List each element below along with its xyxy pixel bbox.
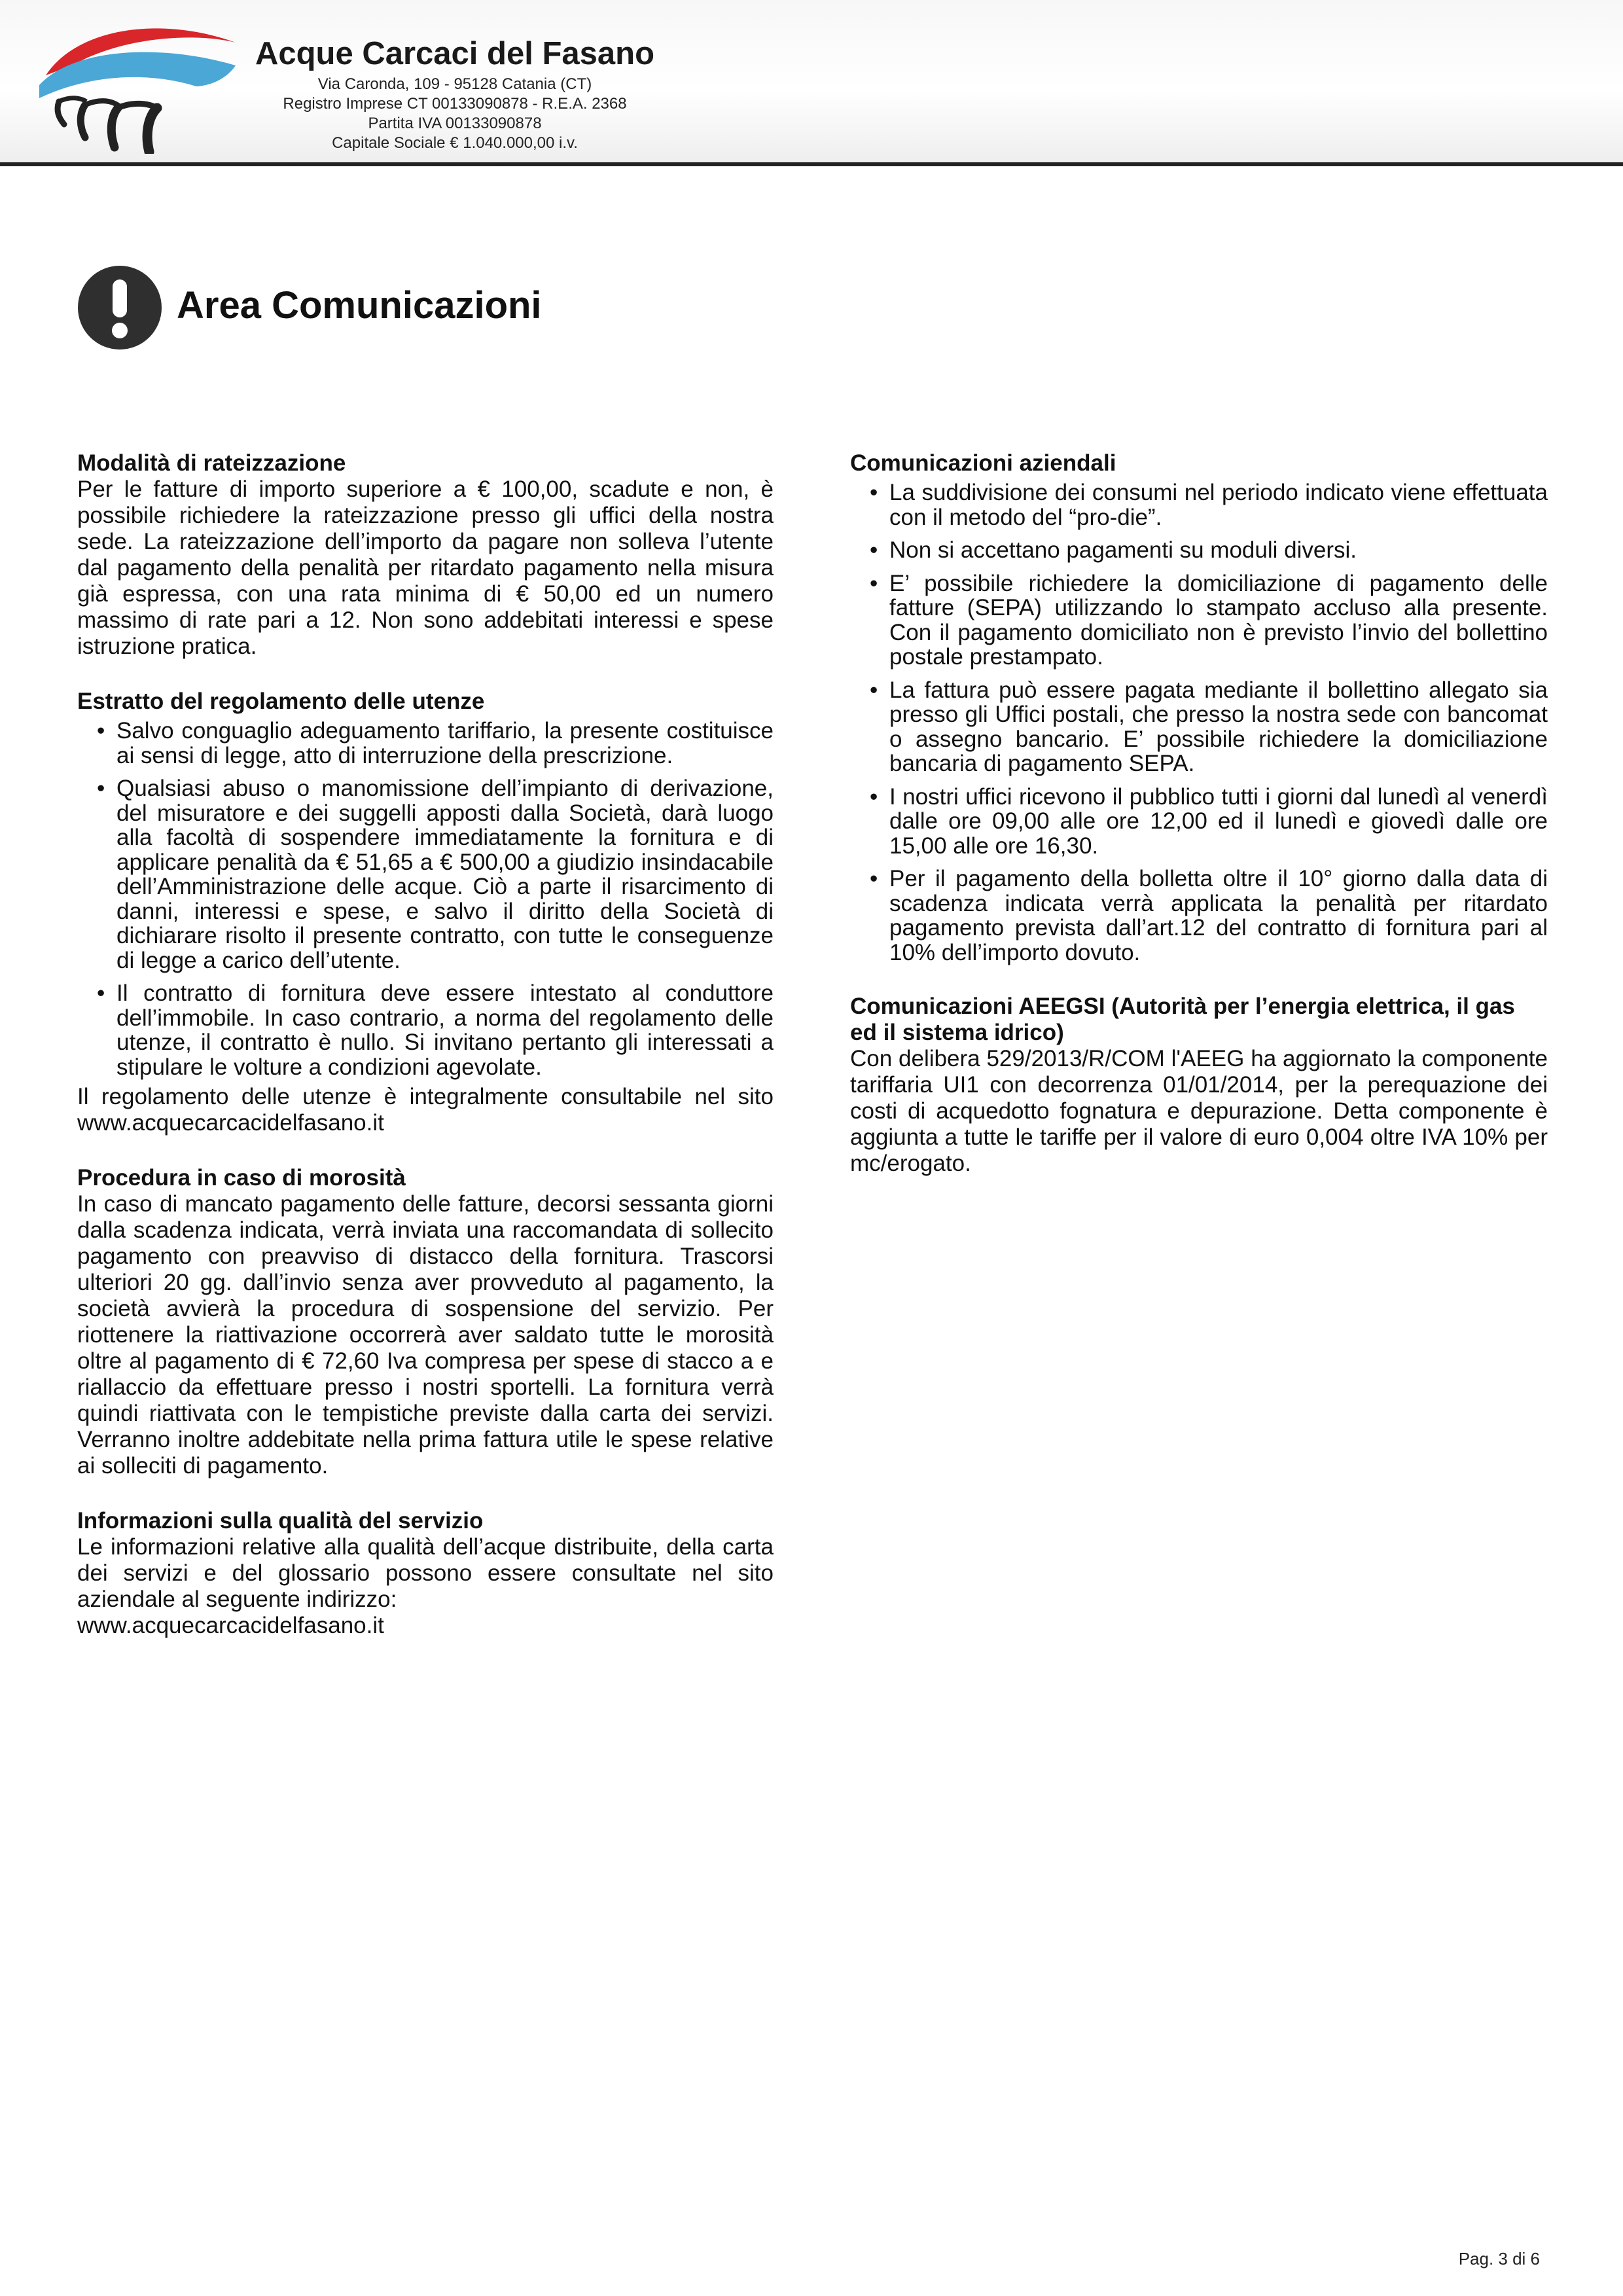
header-divider bbox=[0, 162, 1623, 166]
section-aziendali bbox=[850, 450, 1548, 965]
section-title: Estratto del regolamento delle utenze bbox=[77, 689, 485, 714]
list-item: • La suddivisione dei consumi nel periodo indicato viene effettuata con il metodo del “pro-die”. bbox=[870, 480, 1548, 530]
list-item: • E’ possibile richiedere la domiciliazione di pagamento delle fatture (SEPA) utilizzando lo stampato accluso alla presente. Con il pagamento domiciliato non è previsto l’invio del bollettino postale prestampato. bbox=[870, 570, 1548, 670]
right-column bbox=[850, 450, 1548, 1206]
page-number: Pag. 3 di 6 bbox=[1458, 2249, 1540, 2269]
regolamento-list bbox=[77, 719, 774, 1079]
aziendali-list bbox=[850, 480, 1548, 965]
bullet-icon: • bbox=[870, 783, 878, 810]
section-title: Informazioni sulla qualità del servizio bbox=[77, 1508, 484, 1534]
company-capital: Capitale Sociale € 1.040.000,00 i.v. bbox=[332, 134, 578, 152]
company-logo bbox=[33, 13, 255, 154]
company-name: Acque Carcaci del Fasano bbox=[255, 36, 654, 71]
list-item: • Salvo conguaglio adeguamento tariffario, la presente costituisce ai sensi di legge, atto di interruzione della prescrizione. bbox=[97, 718, 774, 768]
bullet-icon: • bbox=[97, 718, 105, 744]
list-item: • Per il pagamento della bolletta oltre il 10° giorno dalla data di scadenza indicata verrà applicata la penalità per ritardato pagamento prevista dall’art.12 del contratto di fornitura pari al 10% dell’importo dovuto. bbox=[870, 866, 1548, 965]
page-title: Area Comunicazioni bbox=[177, 284, 542, 327]
section-aeegsi bbox=[850, 994, 1548, 1177]
section-regolamento bbox=[77, 689, 774, 1136]
bullet-icon: • bbox=[870, 570, 878, 596]
section-title: Modalità di rateizzazione bbox=[77, 450, 346, 476]
company-vat: Partita IVA 00133090878 bbox=[368, 115, 542, 132]
bullet-icon: • bbox=[870, 480, 878, 505]
website-link[interactable]: www.acquecarcacidelfasano.it bbox=[77, 1613, 384, 1638]
list-item: • Non si accettano pagamenti su moduli diversi. bbox=[870, 537, 1357, 563]
section-text: Le informazioni relative alla qualità dell’acque distribuite, della carta dei servizi e del glossario possono essere consultate nel sito aziendale al seguente indirizzo: bbox=[77, 1534, 774, 1612]
left-column bbox=[77, 450, 774, 1668]
list-item: • Qualsiasi abuso o manomissione dell’impianto di derivazione, del misuratore e dei suggelli apposti dalla Società, darà luogo alla facoltà di sospendere immediatamente la fornitura e di applicare penalità da € 51,65 a € 500,00 a giudizio insindacabile dell’Amministrazione delle acque. Ciò a parte il risarcimento di danni, interessi e spese, e salvo il diritto della Società di dichiarare risolto il presente contratto, con tutte le conseguenze di legge a carico dell’utente. bbox=[97, 776, 774, 973]
company-address: Via Caronda, 109 - 95128 Catania (CT) bbox=[317, 75, 592, 93]
regolamento-footer: Il regolamento delle utenze è integralmente consultabile nel sito www.acquecarcacidelfasano.it bbox=[77, 1084, 774, 1136]
bullet-icon: • bbox=[97, 980, 105, 1006]
list-item: • Il contratto di fornitura deve essere intestato al conduttore dell’immobile. In caso contrario, a norma del regolamento delle utenze, il contratto è nullo. Si invitano pertanto gli interessati a stipulare le volture a condizioni agevolate. bbox=[97, 980, 774, 1080]
section-text: Con delibera 529/2013/R/COM l'AEEG ha aggiornato la componente tariffaria UI1 con decorrenza 01/01/2014, per la perequazione dei costi di acquedotto fognatura e depurazione. Detta componente è aggiunta a tutte le tariffe per il valore di euro 0,004 oltre IVA 10% per mc/erogato. bbox=[850, 1046, 1548, 1176]
section-text: In caso di mancato pagamento delle fatture, decorsi sessanta giorni dalla scadenza indicata, verrà inviata una raccomandata di sollecito pagamento con preavviso di distacco della fornitura. Trascorsi ulteriori 20 gg. dall’invio senza aver provveduto al pagamento, la società avvierà la procedura di sospensione del servizio. Per riottenere la riattivazione occorrerà aver saldato tutte le morosità oltre al pagamento di € 72,60 Iva compresa per spese di stacco a e riallaccio da effettuare presso i nostri sportelli. La fornitura verrà quindi riattivata con le tempistiche previste dalla carta dei servizi. Verranno inoltre addebitate nella prima fattura utile le spese relative ai solleciti di pagamento. bbox=[77, 1191, 774, 1479]
company-registry: Registro Imprese CT 00133090878 - R.E.A. 2368 bbox=[283, 95, 627, 113]
section-title: Comunicazioni AEEGSI (Autorità per l’energia elettrica, il gas ed il sistema idrico) bbox=[850, 994, 1515, 1045]
exclamation-icon bbox=[77, 265, 162, 350]
bullet-icon: • bbox=[870, 866, 878, 891]
bullet-icon: • bbox=[870, 677, 878, 703]
section-rateizzazione bbox=[77, 450, 774, 660]
section-qualita bbox=[77, 1508, 774, 1639]
list-item: • La fattura può essere pagata mediante il bollettino allegato sia presso gli Uffici postali, che presso la nostra sede con bancomat o assegno bancario. E’ possibile richiedere la domiciliazione bancaria di pagamento SEPA. bbox=[870, 677, 1548, 776]
section-title: Comunicazioni aziendali bbox=[850, 450, 1116, 476]
section-text: Per le fatture di importo superiore a € 100,00, scadute e non, è possibile richiedere la rateizzazione presso gli uffici della nostra sede. La rateizzazione dell’importo da pagare non solleva l’utente dal pagamento della penalità per ritardato pagamento nella misura già espressa, con una rata minima di € 50,00 ed un numero massimo di rate pari a 12. Non sono addebitati interessi e spese istruzione pratica. bbox=[77, 476, 774, 659]
section-morosita bbox=[77, 1165, 774, 1479]
company-info bbox=[249, 33, 661, 153]
bullet-icon: • bbox=[97, 776, 105, 801]
list-item: • I nostri uffici ricevono il pubblico tutti i giorni dal lunedì al venerdì dalle ore 09,00 alle ore 12,00 ed il lunedì e giovedì dalle ore 15,00 alle ore 16,30. bbox=[870, 783, 1548, 859]
bullet-icon: • bbox=[870, 537, 878, 563]
section-title: Procedura in caso di morosità bbox=[77, 1165, 406, 1191]
